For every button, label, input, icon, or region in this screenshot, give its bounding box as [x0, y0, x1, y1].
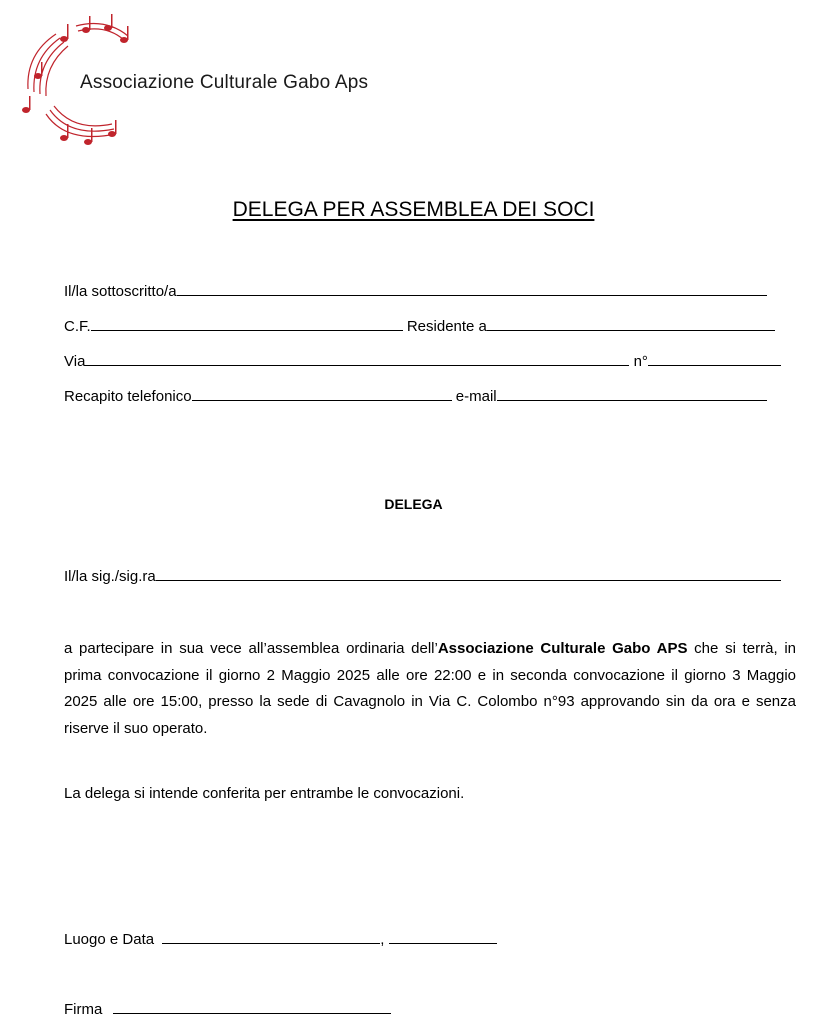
street-field[interactable]	[85, 351, 629, 366]
subscriber-label: Il/la sottoscritto/a	[64, 283, 177, 300]
date-field[interactable]	[389, 929, 497, 944]
place-date-line	[64, 929, 497, 948]
contact-line	[64, 386, 767, 405]
email-field[interactable]	[497, 386, 767, 401]
delegate-label: Il/la sig./sig.ra	[64, 568, 156, 585]
document-title: DELEGA PER ASSEMBLEA DEI SOCI	[232, 198, 595, 221]
number-label: n°	[633, 353, 648, 370]
place-date-label: Luogo e Data	[64, 931, 155, 948]
delega-heading: DELEGA	[384, 496, 443, 512]
phone-label: Recapito telefonico	[64, 388, 192, 405]
street-label: Via	[64, 353, 86, 370]
signature-line	[64, 999, 391, 1018]
email-label: e-mail	[455, 388, 497, 405]
street-line	[64, 351, 781, 370]
paragraph-text-2: che si terrà, in prima convocazione il giorno 2 Maggio 2025 alle ore 22:00 e in seconda convocazione il giorno 3 Maggio 2025 alle ore 15:00, presso la sede di Cavagnolo in Via C. Colombo n°93 approvando sin da ora e senza riserve il suo operato.	[64, 640, 797, 737]
delegate-line	[64, 566, 781, 585]
signature-field[interactable]	[113, 999, 391, 1014]
paragraph-text-1: a partecipare in sua vece all’assemblea ordinaria dell’	[64, 640, 438, 657]
cf-label: C.F.	[64, 318, 91, 335]
subscriber-line	[64, 281, 767, 300]
residence-label: Residente a	[406, 318, 487, 335]
paragraph-org-name: Associazione Culturale Gabo APS	[437, 640, 688, 657]
number-field[interactable]	[648, 351, 781, 366]
delegate-field[interactable]	[156, 566, 781, 581]
place-field[interactable]	[162, 929, 380, 944]
residence-field[interactable]	[487, 316, 775, 331]
subscriber-field[interactable]	[177, 281, 767, 296]
signature-label: Firma	[64, 1001, 103, 1018]
cf-residence-line	[64, 316, 775, 335]
cf-field[interactable]	[91, 316, 403, 331]
phone-field[interactable]	[192, 386, 452, 401]
delegation-paragraph	[64, 636, 796, 742]
place-date-comma: ,	[380, 931, 385, 948]
delegation-note: La delega si intende conferita per entrambe le convocazioni.	[64, 785, 465, 802]
organization-name: Associazione Culturale Gabo Aps	[80, 72, 369, 93]
